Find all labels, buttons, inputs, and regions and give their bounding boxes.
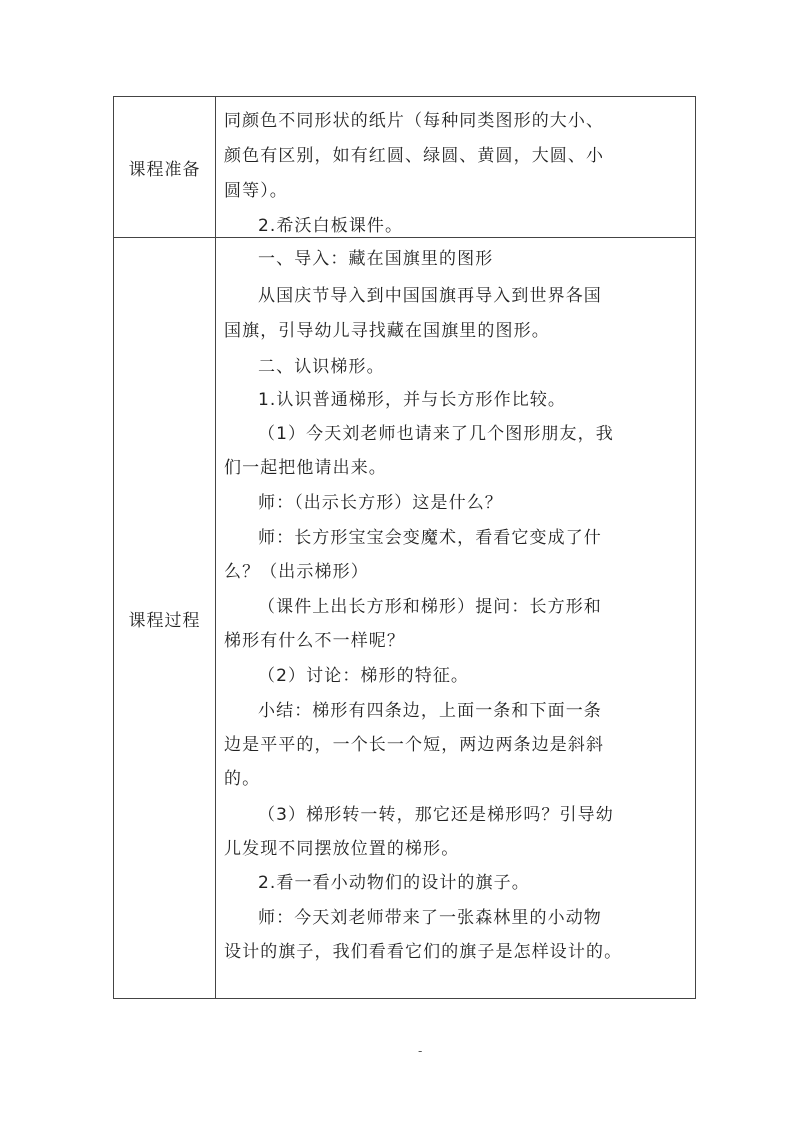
lesson-table — [113, 96, 696, 999]
process-line: （课件上出长方形和梯形）提问：长方形和 — [258, 597, 602, 617]
row-course-process — [114, 238, 695, 998]
prep-line: 同颜色不同形状的纸片（每种同类图形的大小、 — [224, 111, 605, 131]
process-line: 们一起把他请出来。 — [224, 458, 387, 478]
process-line: （3）梯形转一转，那它还是梯形吗？引导幼 — [258, 805, 614, 825]
process-line: 设计的旗子，我们看看它们的旗子是怎样设计的。 — [224, 942, 623, 962]
process-line: 2.看一看小动物们的设计的旗子。 — [258, 873, 530, 893]
process-line: 小结：梯形有四条边，上面一条和下面一条 — [258, 701, 602, 721]
process-line: 二、认识梯形。 — [258, 357, 385, 377]
process-line: 国旗，引导幼儿寻找藏在国旗里的图形。 — [224, 321, 550, 341]
prep-line: 圆等）。 — [224, 181, 288, 201]
process-line: 梯形有什么不一样呢？ — [224, 631, 405, 651]
prep-line: 2.希沃白板课件。 — [258, 216, 404, 236]
process-line: 的。 — [224, 769, 261, 789]
process-line: 一、导入：藏在国旗里的图形 — [258, 249, 494, 269]
process-line: 么？（出示梯形） — [224, 562, 369, 582]
process-line: 师：长方形宝宝会变魔术，看看它变成了什 — [258, 528, 602, 548]
page-number-mark: - — [418, 1044, 423, 1058]
process-line: 从国庆节导入到中国国旗再导入到世界各国 — [258, 286, 602, 306]
process-line: 师：今天刘老师带来了一张森林里的小动物 — [258, 908, 602, 928]
prep-line: 颜色有区别，如有红圆、绿圆、黄圆，大圆、小 — [224, 146, 605, 166]
process-line: 边是平平的，一个长一个短，两边两条边是斜斜 — [224, 735, 605, 755]
process-line: （1）今天刘老师也请来了几个图形朋友，我 — [258, 424, 614, 444]
process-line: 1.认识普通梯形，并与长方形作比较。 — [258, 390, 567, 410]
row-course-preparation — [114, 97, 695, 238]
label-course-preparation: 课程准备 — [114, 97, 216, 237]
process-line: 儿发现不同摆放位置的梯形。 — [224, 839, 460, 859]
label-course-process: 课程过程 — [114, 238, 216, 998]
process-line: 师：（出示长方形）这是什么？ — [258, 493, 503, 513]
process-line: （2）讨论：梯形的特征。 — [258, 666, 470, 686]
